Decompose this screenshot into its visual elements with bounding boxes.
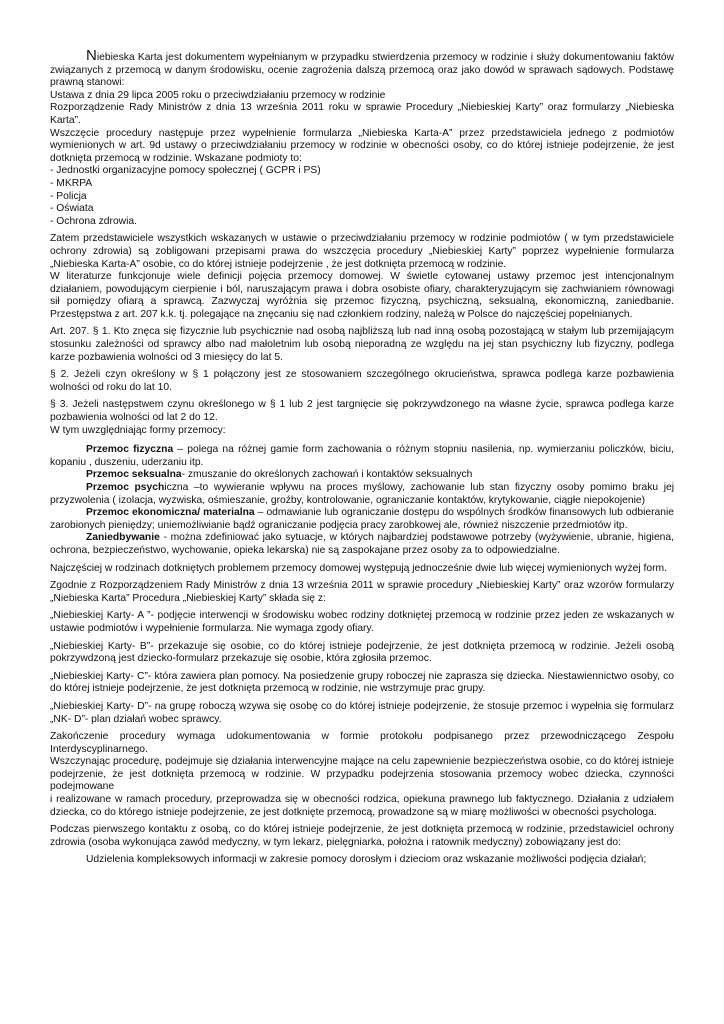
intro-paragraph xyxy=(50,47,674,90)
form-description: – odmawianie lub ograniczanie dostępu do wspólnych środków finansowych lub odbieranie zarobionych pieniędzy; uniemożliwianie bądź ograniczanie podjęcia pracy zarobkowej ale, również niszczenie przedmiotów itp. xyxy=(50,507,674,531)
card-a-paragraph: „Niebieskiej Karty- A ”- podjęcie interwencji w środowisku wobec rodziny dotkniętej przemocą w rodzinie przez jeden ze wskazanych w ustawie podmiotów i wypełnienie formularza. Nie wymaga zgody ofiary. xyxy=(50,610,674,634)
card-c-paragraph: „Niebieskiej Karty- C”- która zawiera plan pomocy. Na posiedzenie grupy roboczej nie zaprasza się dziecka. Niestawiennictwo osoby, co do której istnieje podejrzenie, że jest dotknięta przemocą w rodzinie, nie wstrzymuje prac grupy. xyxy=(50,670,674,695)
form-psychological xyxy=(50,482,674,507)
list-item: - Policja xyxy=(50,190,87,202)
procedure-end-paragraph: Zakończenie procedury wymaga udokumentowania w formie protokołu podpisanego przez przewodniczącego Zespołu Interdyscyplinarnego. xyxy=(50,731,674,755)
form-term: Przemoc seksualna xyxy=(86,469,182,481)
card-d-paragraph: „Niebieskiej Karty- D”- na grupę roboczą wzywa się osobę co do której istnieje podejrzenie, że stosuje przemoc i wypełnia się formularz „NK- D”- plan działań wobec sprawcy. xyxy=(50,700,674,725)
first-contact-paragraph: Podczas pierwszego kontaktu z osobą, co do której istnieje podejrzenie, że jest dotknięta przemocą w rodzinie, przedstawiciel ochrony zdrowia (osoba wykonująca zawód medyczny, w tym lekarz, pielęgniarka, położna i ratownik medyczny) zobowiązany jest do: xyxy=(50,824,674,848)
regulation-paragraph: Zgodnie z Rozporządzeniem Rady Ministrów z dnia 13 września 2011 w sprawie procedury „Niebieskiej Karty” oraz wzorów formularzy „Niebieska Karta” Procedura „Niebieskiej Karty” składa się z: xyxy=(50,580,674,604)
form-term: Przemoc fizyczna xyxy=(86,444,174,456)
form-description: – polega na różnej gamie form zachowania o różnym stopniu nasilenia, np. wymierzaniu policzków, biciu, kopaniu , duszeniu, uderzaniu itp. xyxy=(50,444,674,468)
list-item: - Oświata xyxy=(50,203,94,215)
form-description: - można zdefiniować jako sytuacje, w których najbardziej podstawowe potrzeby (wyżywienie, ubranie, higiena, ochrona, bezpieczeństwo, wychowanie, opieka lekarska) nie są zaspokajane przez osoby za to odpowiedzialne. xyxy=(50,532,674,556)
document-page xyxy=(50,47,674,867)
intro-text: iebieska Karta jest dokumentem wypełnianym w przypadku stwierdzenia przemocy w rodzinie i służy dokumentowaniu faktów związanych z przemocą w danym środowisku, ocenie zagrożenia dalszą przemocą oraz jako dowód w sprawach sądowych. Podstawę prawną stanowi: xyxy=(50,52,674,89)
literature-paragraph: W literaturze funkcjonuje wiele definicji pojęcia przemocy domowej. W świetle cytowanej ustawy przemoc jest intencjonalnym działaniem, powodującym cierpienie i ból, naruszającym prawa i dobra osobiste ofiary, charakteryzującym się zachwianiem równowagi sił pomiędzy ofiarą a sprawcą. Zazwyczaj wyróżnia się przemoc fizyczną, psychiczną, seksualną, ekonomiczną, zaniedbanie. Przestępstwa z art. 207 k.k. tj. polegające na znęcaniu się nad członkiem rodziny, należą w Polsce do najczęściej popełnianych. xyxy=(50,271,674,320)
article-207-2: § 2. Jeżeli czyn określony w § 1 połączony jest ze stosowaniem szczególnego okrucieństwa, sprawca podlega karze pozbawienia wolności od roku do lat 10. xyxy=(50,369,674,393)
entities-list xyxy=(50,165,674,228)
form-sexual xyxy=(50,469,674,482)
most-common-paragraph: Najczęściej w rodzinach dotkniętych problemem przemocy domowej występują jednocześnie dwie lub więcej wymienionych wyżej form. xyxy=(50,562,667,574)
dropcap-letter: N xyxy=(86,47,97,64)
form-term: Zaniedbywanie xyxy=(86,532,160,544)
list-item: - Jednostki organizacyjne pomocy społecznej ( GCPR i PS) xyxy=(50,165,321,177)
form-description: - zmuszanie do określonych zachowań i kontaktów seksualnych xyxy=(181,469,473,481)
law-reference-2: Rozporządzenie Rady Ministrów z dnia 13 września 2011 roku w sprawie Procedury „Niebieskiej Karty” oraz formularzy „Niebieska Karta”. xyxy=(50,102,674,126)
entities-obligation-paragraph: Zatem przedstawiciele wszystkich wskazanych w ustawie o przeciwdziałaniu przemocy w rodzinie podmiotów ( w tym przedstawiciele ochrony zdrowia) są zobligowani przepisami prawa do wszczęcia procedury „Niebieskiej Karty” poprzez wypełnienie formularza „Niebieska Karta-A” osobie, co do której istnieje podejrzenie , że jest dotknięta przemocą w rodzinie. xyxy=(50,233,674,270)
form-term: Przemoc psych xyxy=(86,482,165,493)
information-paragraph: Udzielenia kompleksowych informacji w zakresie pomocy dorosłym i dzieciom oraz wskazanie możliwości podjęcia działań; xyxy=(86,854,647,866)
article-207-3: § 3. Jeżeli następstwem czynu określonego w § 1 lub 2 jest targnięcie się pokrzywdzonego na własne życie, sprawca podlega karze pozbawienia wolności od lat 2 do 12. xyxy=(50,399,674,424)
list-item: - MKRPA xyxy=(50,177,93,189)
forms-intro: W tym uwzględniając formy przemocy: xyxy=(50,424,226,436)
realized-paragraph: i realizowane w ramach procedury, przeprowadza się w obecności rodzica, opiekuna prawnego lub faktycznego. Działania z udziałem dziecka, co do którego istnieje podejrzenie, ze jest dotknięte przemocą, prowadzone są w miarę możliwości w obecności psychologa. xyxy=(50,794,674,818)
article-207-1: Art. 207. § 1. Kto znęca się fizycznie lub psychicznie nad osobą najbliższą lub nad inną osobą pozostającą w stałym lub przemijającym stosunku zależności od sprawcy albo nad małoletnim lub osobą nieporadną ze względu na jej stan psychiczny lub fizyczny, podlega karze pozbawienia wolności od 3 miesięcy do lat 5. xyxy=(50,326,674,363)
initiation-paragraph: Wszczęcie procedury następuje przez wypełnienie formularza „Niebieska Karta-A” przez przedstawiciela jednego z podmiotów wymienionych w art. 9d ustawy o przeciwdziałaniu przemocy w rodzinie w obecności osoby, co do której istnieje podejrzenie, że jest dotknięta przemocą w rodzinie. Wskazane podmioty to: xyxy=(50,127,674,164)
law-reference-1: Ustawa z dnia 29 lipca 2005 roku o przeciwdziałaniu przemocy w rodzinie xyxy=(50,89,386,101)
form-neglect xyxy=(50,532,674,557)
form-term: Przemoc ekonomiczna/ materialna xyxy=(86,507,255,519)
list-item: - Ochrona zdrowia. xyxy=(50,215,137,227)
form-physical xyxy=(50,444,674,469)
form-description: iczna –to wywieranie wpływu na proces myślowy, zachowanie lub stan fizyczny osoby pomimo braku jej przyzwolenia ( izolacja, wyzwiska, ośmieszanie, groźby, kontrolowanie, ograniczanie kontaktów, krytykowanie, ciągłe niepokojenie) xyxy=(50,482,674,506)
initiating-paragraph: Wszczynając procedurę, podejmuje się działania interwencyjne mające na celu zapewnienie bezpieczeństwa osobie, co do której istnieje podejrzenie, że jest dotknięta przemocą w rodzinie. W przypadku podejrzenia stosowania przemocy wobec dziecka, czynności podejmowane xyxy=(50,756,674,793)
card-b-paragraph: „Niebieskiej Karty- B”- przekazuje się osobie, co do której istnieje podejrzenie, że jest dotknięta przemocą w rodzinie. Jeżeli osobą pokrzywdzoną jest dziecko-formularz przekazuje się osobie, która zgłosiła przemoc. xyxy=(50,640,674,665)
form-economic xyxy=(50,507,674,532)
